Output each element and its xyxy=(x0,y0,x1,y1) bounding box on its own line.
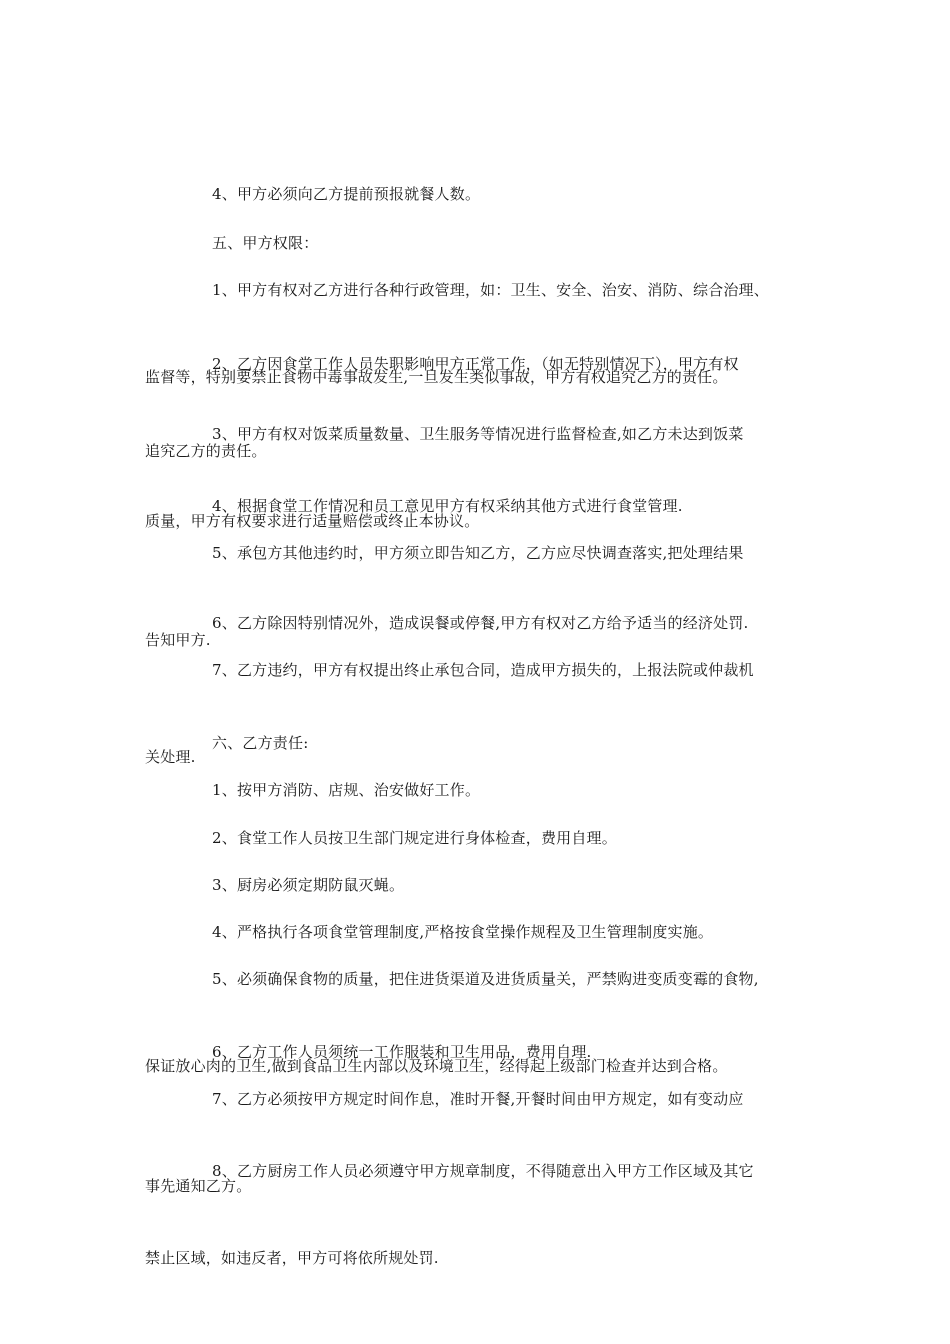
paragraph-line: 5、承包方其他违约时，甲方须立即告知乙方，乙方应尽快调查落实,把处理结果 xyxy=(212,544,744,562)
paragraph-line: 2、食堂工作人员按卫生部门规定进行身体检查，费用自理。 xyxy=(212,829,617,847)
paragraph-line: 8、乙方厨房工作人员必须遵守甲方规章制度，不得随意出入甲方工作区域及其它 xyxy=(212,1162,754,1180)
paragraph-line: 3、甲方有权对饭菜质量数量、卫生服务等情况进行监督检查,如乙方未达到饭菜 xyxy=(212,425,744,443)
paragraph-b-duties-8 xyxy=(145,1099,815,1331)
paragraph-line: 2、乙方因食堂工作人员失职影响甲方正常工作，（如无特别情况下），甲方有权 xyxy=(212,355,739,373)
paragraph-line: 7、乙方违约，甲方有权提出终止承包合同，造成甲方损失的，上报法院或仲裁机 xyxy=(212,661,754,679)
paragraph-line: 监督等，特别要禁止食物中毒事故发生,一旦发生类似事故，甲方有权追究乙方的责任。 xyxy=(145,368,728,386)
paragraph-line: 4、甲方必须向乙方提前预报就餐人数。 xyxy=(212,185,481,203)
paragraph-line: 事先通知乙方。 xyxy=(145,1177,252,1195)
section-heading-text: 六、乙方责任: xyxy=(212,734,309,752)
section-heading-text: 五、甲方权限： xyxy=(212,234,319,252)
paragraph-line: 关处理. xyxy=(145,748,196,766)
paragraph-line: 1、按甲方消防、店规、治安做好工作。 xyxy=(212,781,481,799)
paragraph-line: 1、甲方有权对乙方进行各种行政管理，如：卫生、安全、治安、消防、综合治理、 xyxy=(212,281,769,299)
paragraph-line: 保证放心肉的卫生,做到食品卫生内部以及环境卫生，经得起上级部门检查并达到合格。 xyxy=(145,1057,728,1075)
paragraph-line: 4、严格执行各项食堂管理制度,严格按食堂操作规程及卫生管理制度实施。 xyxy=(212,923,714,941)
paragraph-line: 追究乙方的责任。 xyxy=(145,442,267,460)
paragraph-line: 3、厨房必须定期防鼠灭蝇。 xyxy=(212,876,405,894)
paragraph-line: 质量，甲方有权要求进行适量赔偿或终止本协议。 xyxy=(145,512,480,530)
paragraph-line: 禁止区域，如违反者，甲方可将依所规处罚. xyxy=(145,1249,439,1267)
paragraph-line: 6、乙方工作人员须统一工作服装和卫生用品，费用自理. xyxy=(212,1043,592,1061)
paragraph-line: 7、乙方必须按甲方规定时间作息，准时开餐,开餐时间由甲方规定，如有变动应 xyxy=(212,1090,744,1108)
paragraph-line: 4、根据食堂工作情况和员工意见甲方有权采纳其他方式进行食堂管理. xyxy=(212,497,683,515)
paragraph-line: 6、乙方除因特别情况外，造成误餐或停餐,甲方有权对乙方给予适当的经济处罚. xyxy=(212,614,749,632)
paragraph-line: 告知甲方. xyxy=(145,631,211,649)
paragraph-line: 5、必须确保食物的质量，把住进货渠道及进货质量关，严禁购进变质变霉的食物, xyxy=(212,970,759,988)
